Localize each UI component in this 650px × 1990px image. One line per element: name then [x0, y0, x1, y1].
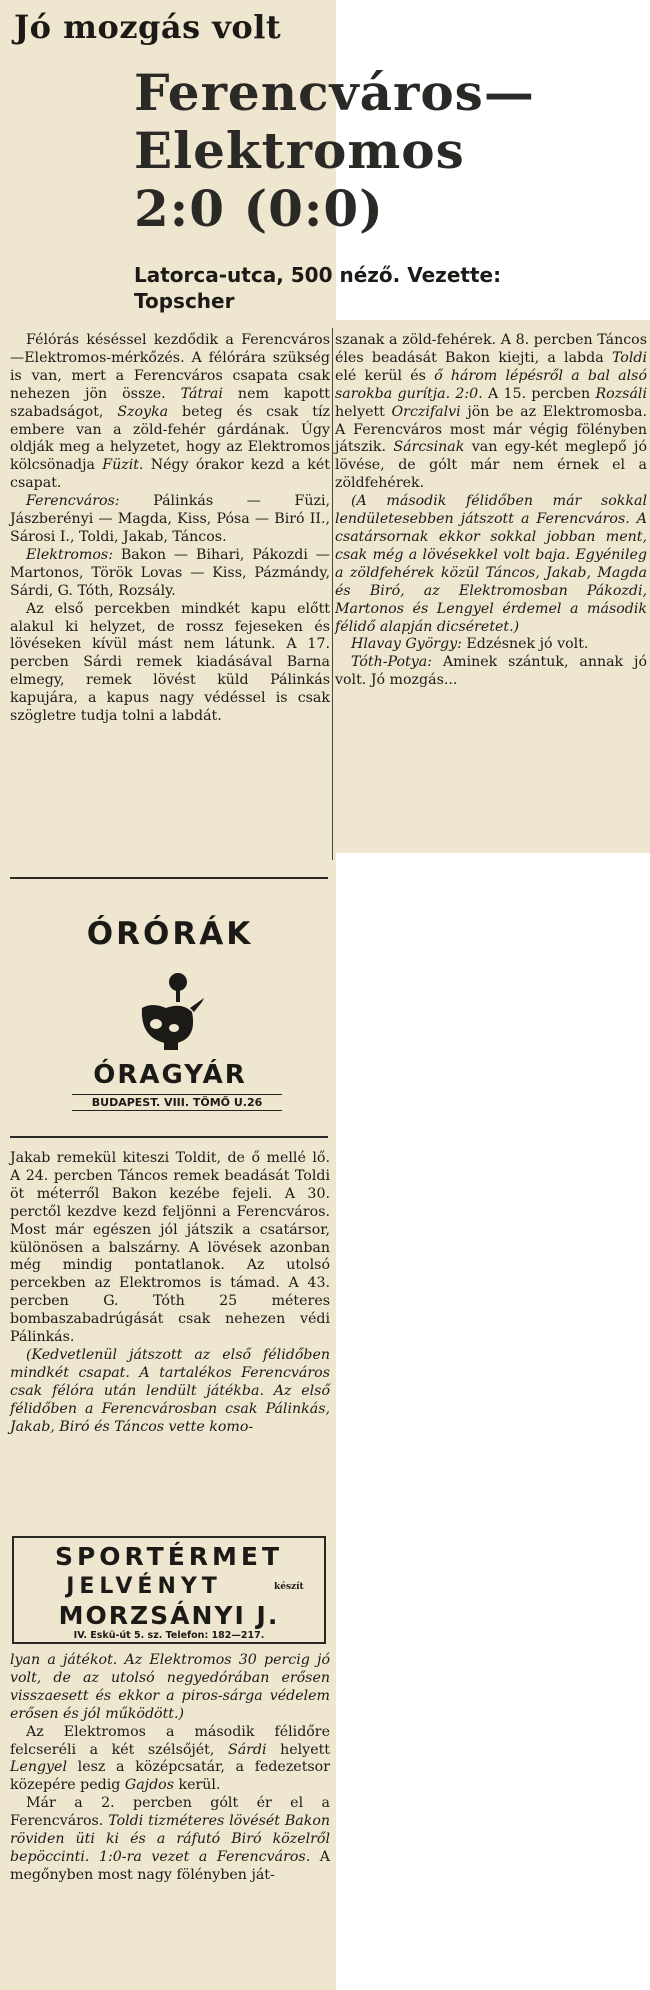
article-column-2 [335, 332, 647, 690]
advertisement-oragyar [12, 882, 328, 1127]
subheadline-line-1: Latorca-utca, 500 néző. Vezette: [134, 263, 502, 287]
ad-address: BUDAPEST. VIII. TÖMŐ U.26 [72, 1094, 282, 1111]
quote-coach: Hlavay György: Edzésnek jó volt. [351, 636, 589, 653]
subheadline-line-2: Topscher [134, 289, 235, 313]
article-column-1 [10, 332, 330, 726]
kicker-headline: Jó mozgás volt [14, 8, 282, 46]
headline-line-2: Elektromos [134, 121, 465, 180]
ad-line-sportermet: SPORTÉRMET [54, 1542, 284, 1571]
paragraph-summary-end: lyan a játékot. Az Elektromos 30 percig jó volt, de az utolsó negyedórában erősen visszaesett és ekkor a piros-sárga védelem erősen és jól működött.) [10, 1652, 330, 1722]
paragraph: Az Elektromos a második félidőre felcseréli a két szélsőjét, Sárdi helyett Lengyel lesz a középcsatár, a fedezetsor közepére pedig Gajdos kerül. [10, 1723, 331, 1794]
quote-toth-potya: Tóth-Potya: Aminek szántuk, annak jó volt. Jó mozgás... [335, 654, 647, 689]
ad-line-jelvenyt: JELVÉNYT [66, 1574, 222, 1599]
paragraph: Félórás késéssel kezdődik a Ferencváros—Elektromos-mérkőzés. A félórára szükség is van, mert a Ferencváros csapata csak nehezen jön össze. Tátrai nem kapott szabadságot, Szoyka beteg és csak tíz embere van a zöld-fehér gárdának. Úgy oldják meg a helyzetet, hogy az Elektromos kölcsönadja Füzit. Négy órakor kezd a két csapat. [10, 332, 330, 492]
divider-rule [10, 1136, 328, 1138]
paragraph: Az első percekben mindkét kapu előtt alakul ki helyzet, de rossz fejeseken és lövéseken kívül mást nem látunk. A 17. percben Sárdi remek kiadásával Barna elmegy, remek lövést küld Pálinkás kapujára, a kapus nagy védéssel is csak szögletre tudja tolni a labdát. [10, 600, 330, 725]
clock-figure-icon [130, 968, 210, 1056]
lineup-ferencvaros: Ferencváros: Pálinkás — Füzi, Jászberényi — Magda, Kiss, Pósa — Biró II., Sárosi I., Toldi, Jakab, Táncos. [10, 493, 330, 545]
subheadline [134, 262, 574, 314]
headline-line-1: Ferencváros— [134, 63, 535, 122]
paragraph: Jakab remekül kiteszi Toldit, de ő mellé lő. A 24. percben Táncos remek beadását Toldi öt méterről Bakon kezébe fejeli. A 30. perctől kezdve kezd feljönni a Ferencváros. Most már egészen jól játszik a csatársor, különösen a balszárny. A lövések azonban még mindig pontatlanok. Az utolsó percekben az Elektromos is támad. A 43. percben G. Tóth 25 méteres bombaszabadrúgását csak nehezen védi Pálinkás. [10, 1150, 330, 1346]
ad-company-name: ÓRAGYÁR [93, 1060, 247, 1090]
main-headline [134, 64, 604, 238]
article-column-3 [10, 1150, 330, 1437]
article-column-4 [10, 1652, 330, 1885]
paragraph: szanak a zöld-fehérek. A 8. percben Táncos éles beadását Bakon kiejti, a labda Toldi elé kerül és ő három lépésről a bal alsó sarokba gurítja. 2:0. A 15. percben Rozsáli helyett Orczifalvi jön be az Elektromosba. A Ferencváros most már végig fölényben játszik. Sárcsinak van egy-két meglepő jó lövése, de gólt már nem érnek el a zöldfehérek. [335, 332, 647, 492]
ad-title: ÓRÓRÁK [86, 916, 254, 952]
paragraph: Már a 2. percben gólt ér el a Ferencváros. Toldi tizméteres lövését Bakon röviden üti ki és a ráfutó Biró közelről bepöccinti. 1:0-ra vezet a Ferencváros. A megőnyben most nagy fölényben ját- [10, 1795, 330, 1883]
paragraph-summary: (A második félidőben már sokkal lendületesebben játszott a Ferencváros. A csatársornak ekkor sokkal jobban ment, csak még a lövésekkel volt baja. Egyénileg a zöldfehérek közül Táncos, Jakab, Magda és Biró, az Elektromosban Pákozdi, Martonos és Lengyel érdemel a második félidő alapján dicséretet.) [335, 493, 647, 635]
divider-rule [10, 877, 328, 879]
headline-score: 2:0 (0:0) [134, 179, 384, 238]
paragraph-summary: (Kedvetlenül játszott az első félidőben mindkét csapat. A tartalékos Ferencváros csak félóra után lendült játékba. Az első félidőben a Ferencvárosban csak Pálinkás, Jakab, Biró és Táncos vette komo- [10, 1346, 330, 1435]
ad-line-morzsanyi: MORZSÁNYI J. [58, 1601, 280, 1630]
column-divider [332, 328, 333, 860]
ad-line-keszit: készít [274, 1582, 304, 1592]
ad-line-address: IV. Eskü-út 5. sz. Telefon: 182—217. [73, 1630, 265, 1641]
lineup-elektromos: Elektromos: Bakon — Bihari, Pákozdi — Martonos, Török Lovas — Kiss, Pázmándy, Sárdi, G. Tóth, Rozsály. [10, 546, 330, 599]
advertisement-morzsanyi [12, 1536, 326, 1644]
